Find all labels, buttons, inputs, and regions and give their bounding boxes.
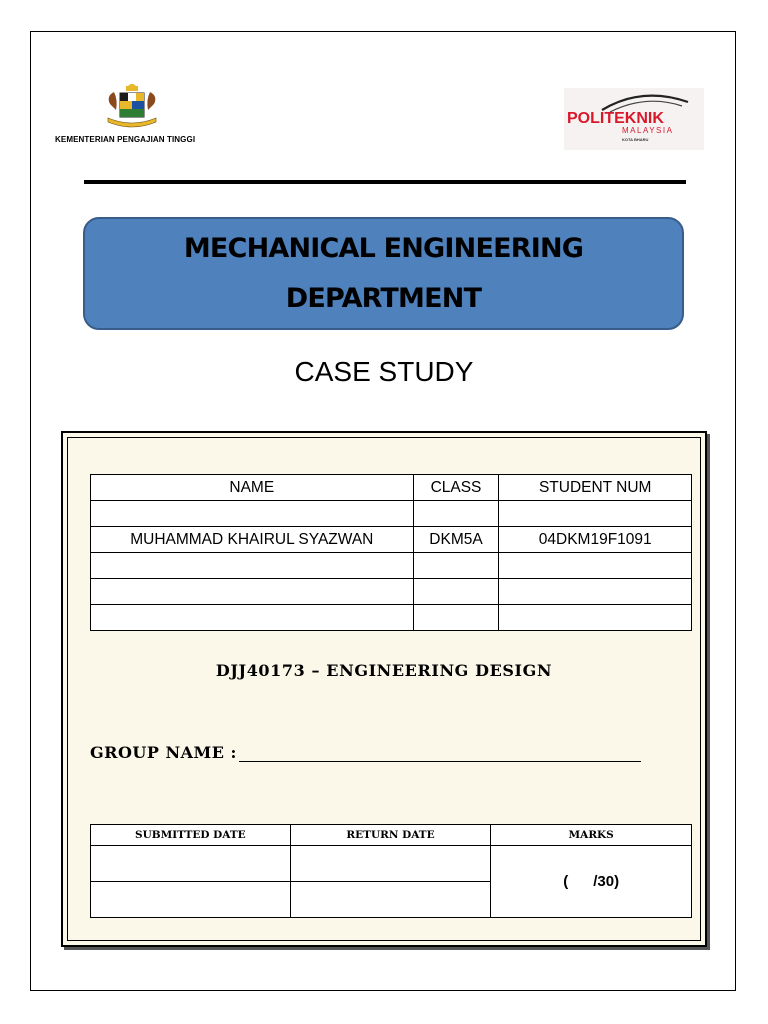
- table-row: [91, 501, 692, 527]
- course-title: DJJ40173 – ENGINEERING DESIGN: [215, 661, 553, 680]
- column-header-class: CLASS: [413, 475, 499, 501]
- cell-class: [413, 553, 499, 579]
- cell-submitted-date: [91, 846, 291, 882]
- table-header-row: [91, 825, 692, 846]
- header-rule: [84, 180, 686, 184]
- cell-class: DKM5A: [413, 527, 499, 553]
- cell-name: [91, 579, 414, 605]
- marks-table: [90, 824, 692, 918]
- cell-name: [91, 605, 414, 631]
- department-title-line2: DEPARTMENT: [285, 282, 482, 314]
- group-name-blank-line: [239, 743, 641, 762]
- cell-student-num: [499, 605, 692, 631]
- column-header-submitted-date: SUBMITTED DATE: [91, 825, 291, 846]
- cell-student-num: [499, 501, 692, 527]
- group-name-row: [90, 743, 641, 762]
- politeknik-logo: [564, 88, 704, 150]
- logo-subtext: MALAYSIA: [622, 126, 674, 135]
- cell-student-num: [499, 579, 692, 605]
- logo-campus: KOTA BHARU: [622, 137, 649, 142]
- document-type-title: CASE STUDY: [294, 356, 474, 387]
- column-header-student-num: STUDENT NUM: [499, 475, 692, 501]
- group-name-label: GROUP NAME :: [90, 743, 237, 762]
- cell-name: [91, 553, 414, 579]
- cell-class: [413, 605, 499, 631]
- table-row: [91, 579, 692, 605]
- cell-class: [413, 579, 499, 605]
- department-banner: [83, 217, 684, 330]
- column-header-name: NAME: [91, 475, 414, 501]
- logo-wordmark: POLITEKNIK: [567, 110, 664, 127]
- cell-return-date: [290, 846, 491, 882]
- column-header-marks: MARKS: [491, 825, 692, 846]
- cell-student-num: [499, 553, 692, 579]
- cell-student-num: 04DKM19F1091: [499, 527, 692, 553]
- student-table: [90, 474, 692, 631]
- marks-value: ( /30): [491, 846, 692, 918]
- cell-name: MUHAMMAD KHAIRUL SYAZWAN: [91, 527, 414, 553]
- table-row: [91, 846, 692, 882]
- ministry-name: KEMENTERIAN PENGAJIAN TINGGI: [55, 135, 196, 144]
- cell-submitted-date: [91, 882, 291, 918]
- table-row: [91, 527, 692, 553]
- cell-name: [91, 501, 414, 527]
- column-header-return-date: RETURN DATE: [290, 825, 491, 846]
- table-header-row: [91, 475, 692, 501]
- coat-of-arms-logo: [100, 84, 164, 134]
- cell-class: [413, 501, 499, 527]
- cell-return-date: [290, 882, 491, 918]
- table-row: [91, 553, 692, 579]
- table-row: [91, 605, 692, 631]
- department-title-line1: MECHANICAL ENGINEERING: [183, 232, 584, 264]
